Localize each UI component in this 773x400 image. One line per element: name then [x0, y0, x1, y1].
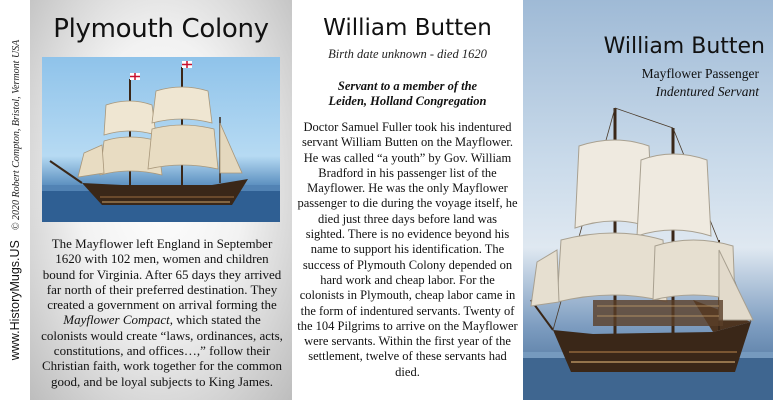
left-title: Plymouth Colony [53, 14, 269, 44]
role-line-1: Servant to a member of the [337, 79, 478, 93]
biography-text: Doctor Samuel Fuller took his indentured servant William Butten on the Mayflower. He was called “a youth” by Gov. William Bradford in his passenger list of the Mayflower. He was the only Mayflower passenger to die during the voyage itself, he died just three days before land was sighted. There is no evidence beyond his name to support his identification. The success of Plymouth Colony depended on hard work and cheap labor. For the colonists in Plymouth, cheap labor came in the form of indentured servants. Twenty of the 104 Pilgrims to arrive on the Mayflower were servants. Within the first year of the settlement, twelve of these servants had died. [297, 120, 518, 379]
sailing-ship-portrait [523, 0, 773, 400]
left-description [40, 236, 284, 389]
mayflower-compact-term: Mayflower Compact [63, 312, 170, 328]
sailing-ship-photo [42, 57, 280, 222]
role-description [292, 79, 523, 109]
left-body-text-2: , which stated the colonists would create “laws, ordinances, acts, constitutions, and offices…,” follow their Christian faith, work together for the common good, and be loyal subjects to King James. [41, 312, 283, 389]
role-line-2: Leiden, Holland Congregation [328, 94, 487, 108]
right-panel [523, 0, 773, 400]
portrait-name: William Butten [603, 34, 765, 59]
side-strip [0, 0, 30, 400]
left-panel [30, 0, 292, 400]
portrait-subtitle-1: Mayflower Passenger [641, 66, 759, 81]
life-dates: Birth date unknown - died 1620 [328, 47, 487, 61]
copyright-notice: © 2020 Robert Compton, Bristol, Vermont USA [11, 39, 22, 231]
left-body-text-1: The Mayflower left England in September 1620 with 102 men, women and children bound for Virginia. After 65 days they arrived far north of their preferred destination. They created a government on arrival forming the [42, 236, 282, 313]
website-url: www.HistoryMugs.US [8, 240, 22, 361]
side-credits [8, 40, 22, 361]
center-panel [292, 0, 523, 400]
ship-illustration [42, 57, 280, 222]
person-name: William Butten [323, 15, 492, 41]
portrait-subtitle-2: Indentured Servant [655, 84, 759, 99]
